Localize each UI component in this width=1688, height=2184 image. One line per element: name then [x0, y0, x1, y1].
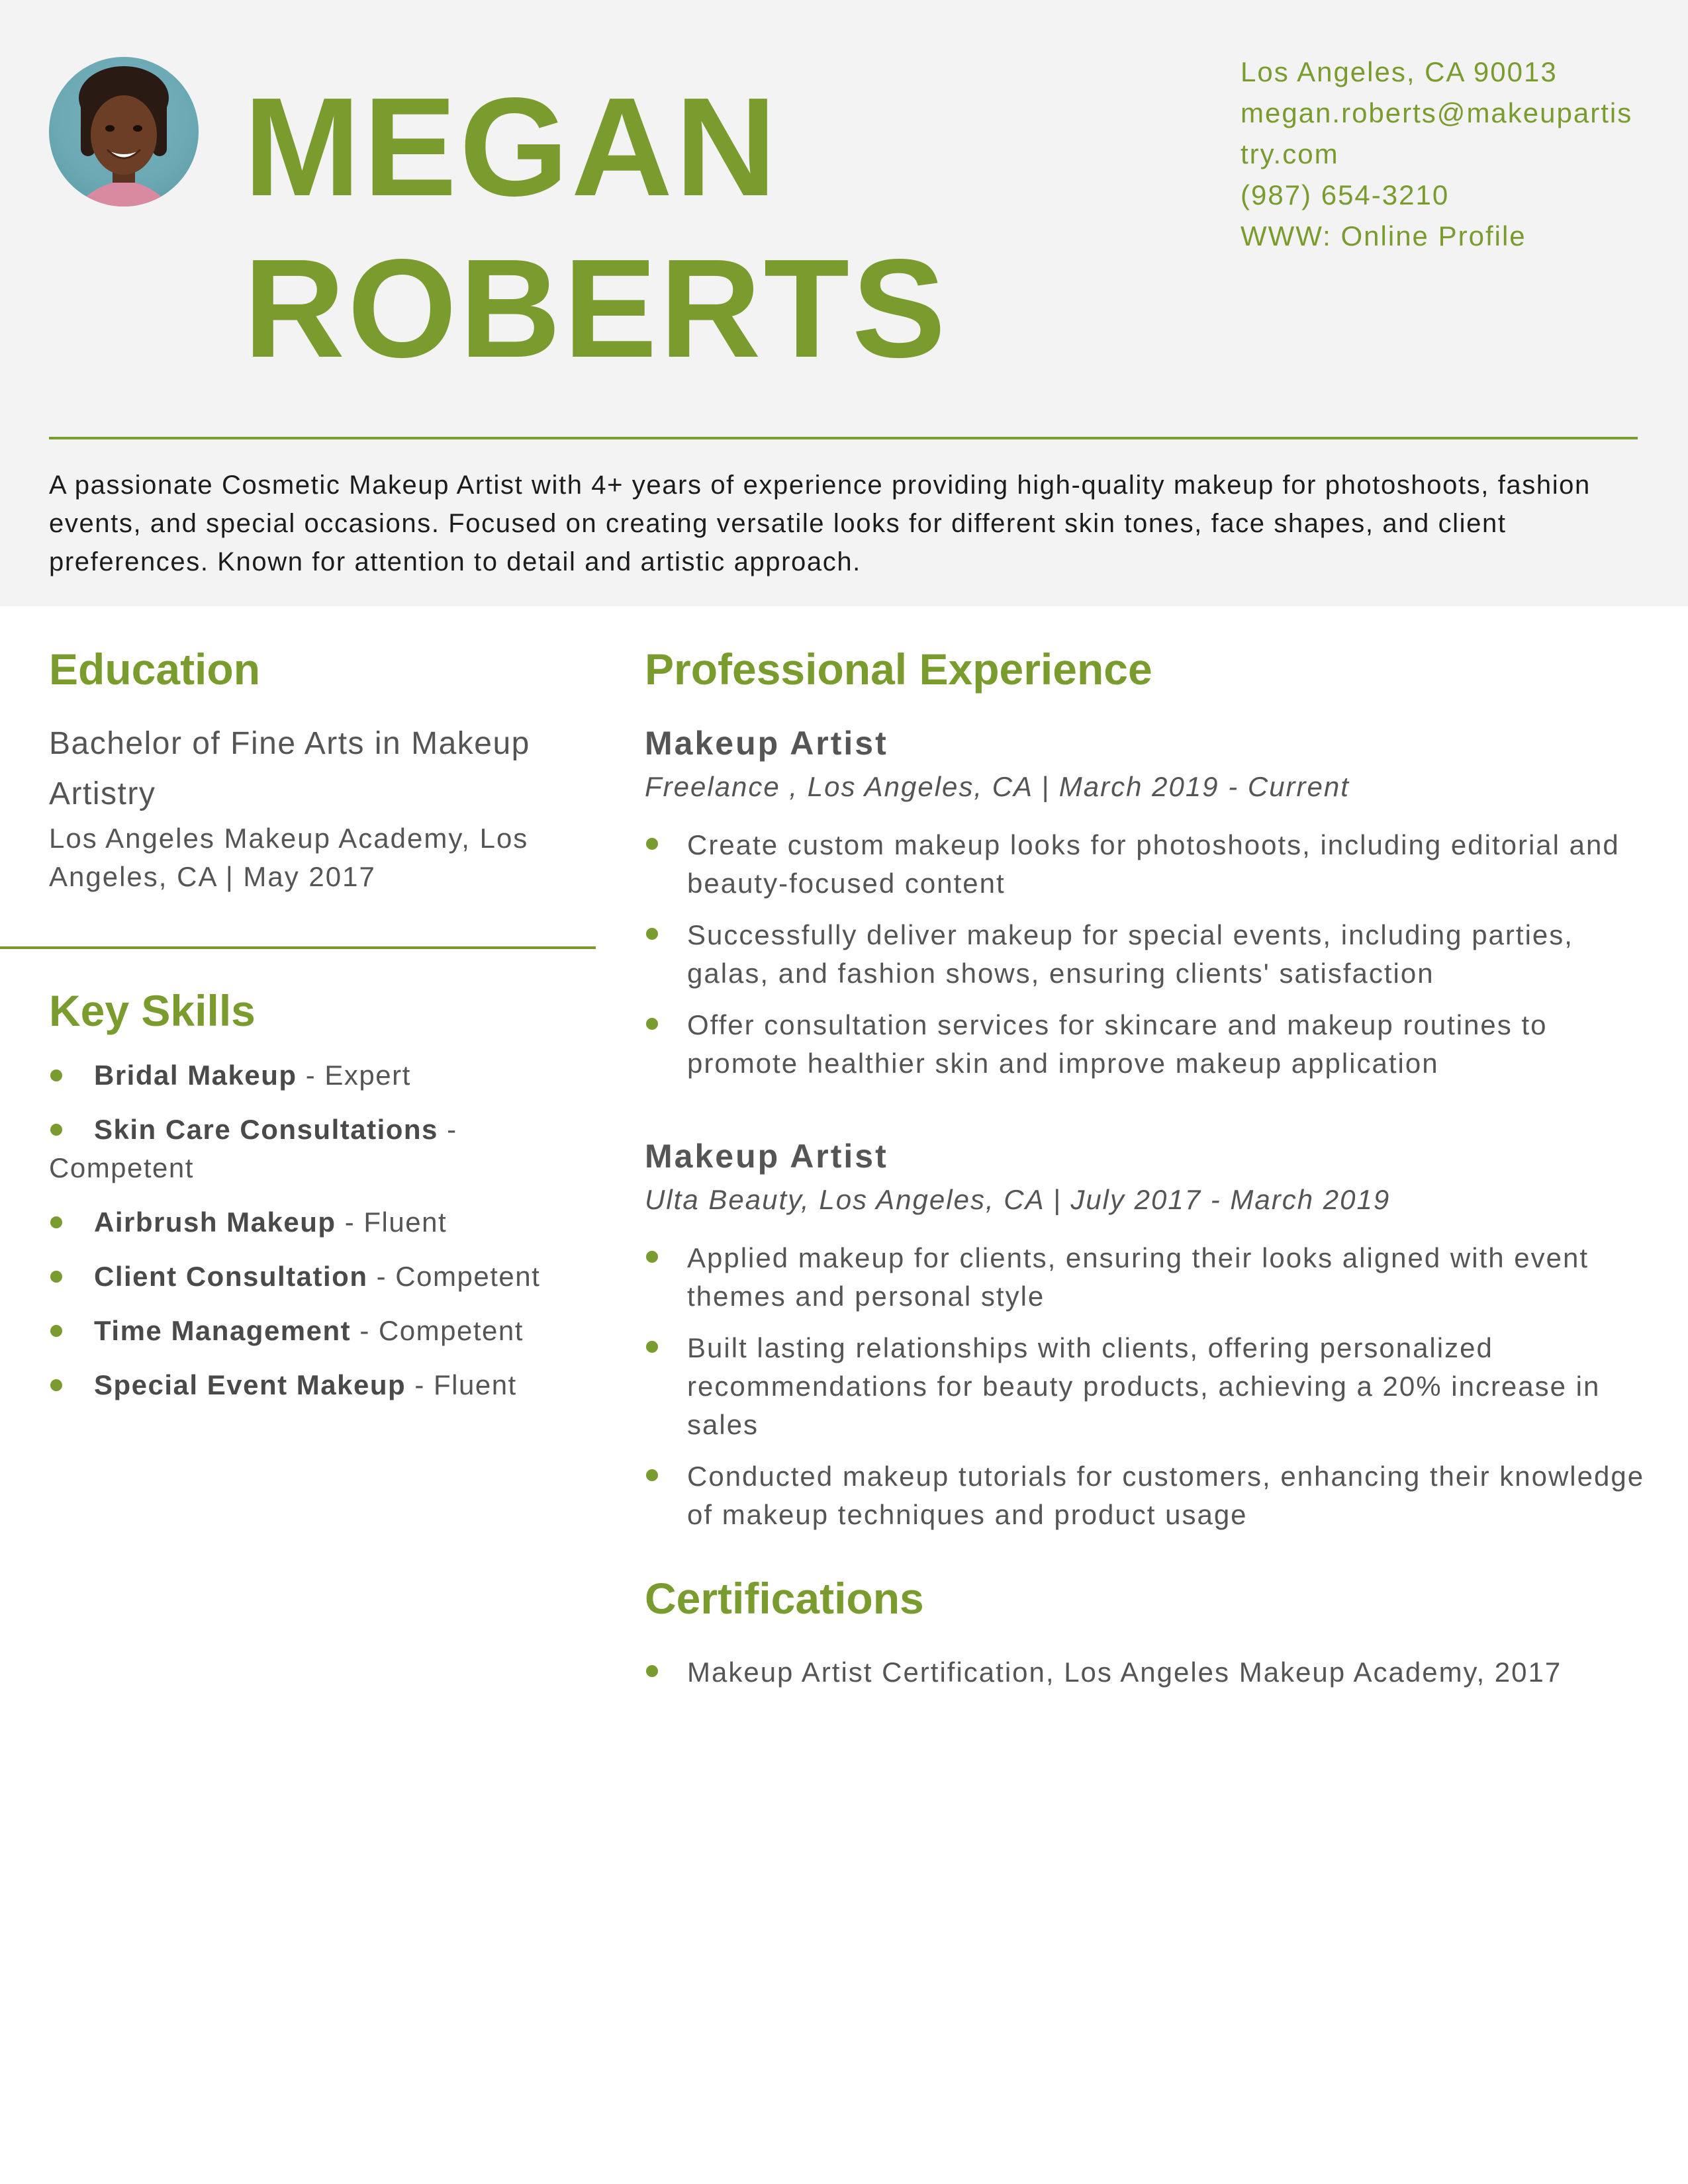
bullet-icon: [50, 1124, 62, 1136]
duty-item: Successfully deliver makeup for special events, including parties, galas, and fashion shows, ensuring clients' satisfaction: [645, 916, 1651, 993]
skill-item: Bridal Makeup - Expert: [49, 1056, 592, 1095]
skill-item: Client Consultation - Competent: [49, 1257, 592, 1296]
bullet-icon: [646, 928, 658, 940]
bullet-icon: [50, 1379, 62, 1391]
job-meta: Ulta Beauty, Los Angeles, CA | July 2017 - March 2019: [645, 1184, 1391, 1215]
skills-heading: Key Skills: [49, 986, 256, 1035]
contact-info: [1241, 52, 1638, 257]
duty-item: Offer consultation services for skincare and makeup routines to promote healthier skin and improve makeup application: [645, 1006, 1651, 1083]
education-heading: Education: [49, 645, 261, 694]
profile-photo: [49, 57, 199, 206]
skills-section: [49, 981, 592, 1404]
job-title: Makeup Artist: [645, 1138, 888, 1175]
avatar-illustration: [49, 57, 199, 206]
experience-heading: Professional Experience: [645, 645, 1152, 694]
first-name: MEGAN: [244, 68, 780, 225]
bullet-icon: [646, 1469, 658, 1481]
education-school: Los Angeles Makeup Academy, Los Angeles, CA | May 2017: [49, 823, 529, 892]
bullet-icon: [646, 1251, 658, 1263]
bullet-icon: [646, 1341, 658, 1353]
job-duties: [645, 1239, 1651, 1534]
duty-item: Applied makeup for clients, ensuring their looks aligned with event themes and personal style: [645, 1239, 1651, 1316]
bullet-icon: [646, 1018, 658, 1030]
certifications-heading: Certifications: [645, 1574, 924, 1623]
professional-summary: A passionate Cosmetic Makeup Artist with 4+ years of experience providing high-quality makeup for photoshoots, fashion events, and special occasions. Focused on creating versatile looks for different skin tones, face shapes, and client preferences. Known for attention to detail and artistic approach.: [49, 471, 1591, 576]
duty-item: Create custom makeup looks for photoshoots, including editorial and beauty-focused content: [645, 826, 1651, 903]
certifications-list: [645, 1653, 1651, 1692]
bullet-icon: [646, 1665, 658, 1677]
job-meta: Freelance , Los Angeles, CA | March 2019 - Current: [645, 771, 1350, 802]
skill-item: Skin Care Consultations - Competent: [49, 1114, 457, 1183]
last-name: ROBERTS: [244, 230, 949, 387]
skill-item: Time Management - Competent: [49, 1312, 592, 1350]
bullet-icon: [50, 1325, 62, 1337]
experience-section: [645, 639, 1651, 1705]
duty-item: Built lasting relationships with clients, offering personalized recommendations for beauty products, achieving a 20% increase in sales: [645, 1329, 1651, 1444]
certification-item: Makeup Artist Certification, Los Angeles Makeup Academy, 2017: [645, 1653, 1651, 1692]
education-section: [49, 639, 592, 896]
skill-item: Special Event Makeup - Fluent: [49, 1366, 592, 1404]
job-title: Makeup Artist: [645, 725, 888, 762]
job-entry: [645, 1132, 1651, 1534]
header-panel: [0, 0, 1688, 606]
contact-address: Los Angeles, CA 90013: [1241, 56, 1558, 87]
job-duties: [645, 826, 1651, 1083]
education-divider: [0, 946, 596, 949]
skill-item: Airbrush Makeup - Fluent: [49, 1203, 592, 1242]
contact-website[interactable]: WWW: Online Profile: [1241, 220, 1526, 251]
header-divider: [49, 437, 1638, 439]
duty-item: Conducted makeup tutorials for customers, enhancing their knowledge of makeup techniques and product usage: [645, 1457, 1651, 1534]
bullet-icon: [50, 1271, 62, 1283]
education-degree: Bachelor of Fine Arts in Makeup Artistry: [49, 726, 530, 811]
bullet-icon: [50, 1069, 62, 1081]
candidate-name: [244, 66, 949, 389]
job-entry: [645, 719, 1651, 1083]
bullet-icon: [646, 838, 658, 850]
bullet-icon: [50, 1216, 62, 1228]
contact-email[interactable]: megan.roberts@makeupartistry.com: [1241, 97, 1633, 169]
contact-phone[interactable]: (987) 654-3210: [1241, 179, 1450, 210]
